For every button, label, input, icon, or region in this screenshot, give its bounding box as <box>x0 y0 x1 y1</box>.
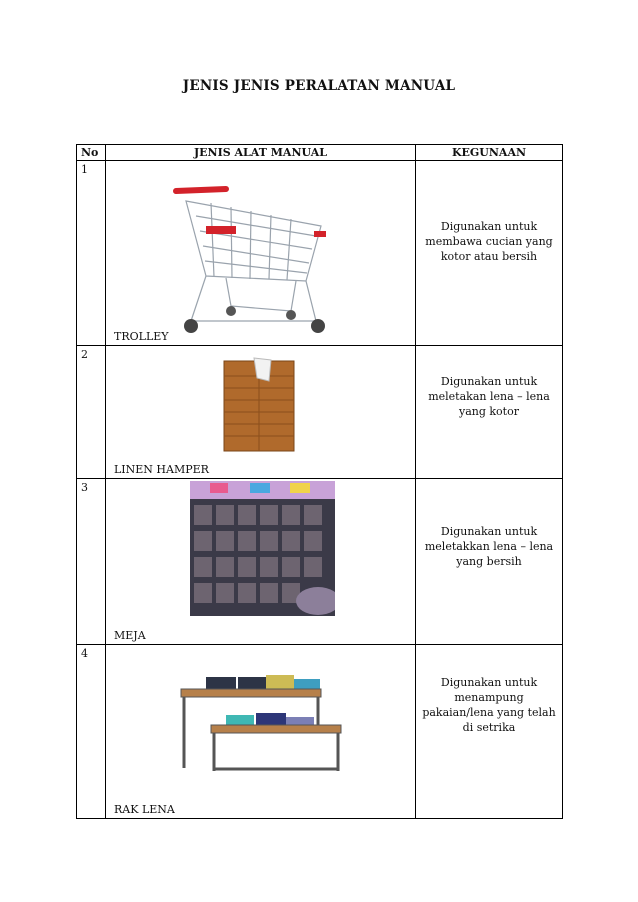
row-number: 2 <box>77 346 106 479</box>
usage-text: Digunakan untuk meletakan lena – lena yang kotor <box>428 375 550 418</box>
page-title: JENIS JENIS PERALATAN MANUAL <box>182 78 456 94</box>
usage-text: Digunakan untuk menampung pakaian/lena yang telah di setrika <box>422 676 556 734</box>
equipment-cell <box>106 161 416 346</box>
header-kegunaan: KEGUNAAN <box>416 145 563 161</box>
row-number: 4 <box>77 645 106 819</box>
equipment-cell <box>106 645 416 819</box>
table-row <box>77 645 563 819</box>
linen-shelf-rack-picture <box>190 481 335 619</box>
header-jenis: JENIS ALAT MANUAL <box>106 145 416 161</box>
usage-cell <box>416 479 563 645</box>
equipment-name: RAK LENA <box>114 803 175 816</box>
equipment-cell <box>106 479 416 645</box>
table-row <box>77 479 563 645</box>
usage-cell <box>416 645 563 819</box>
equipment-table <box>76 144 563 819</box>
table-header-row <box>77 145 563 161</box>
usage-text: Digunakan untuk membawa cucian yang kotor atau bersih <box>425 220 553 263</box>
table-row <box>77 346 563 479</box>
usage-cell <box>416 346 563 479</box>
equipment-cell <box>106 346 416 479</box>
shopping-trolley-picture <box>166 171 341 339</box>
usage-cell <box>416 161 563 346</box>
equipment-name: MEJA <box>114 629 146 642</box>
usage-text: Digunakan untuk meletakkan lena – lena yang bersih <box>424 525 554 568</box>
header-no: No <box>77 145 106 161</box>
equipment-name: TROLLEY <box>114 330 169 343</box>
equipment-name: LINEN HAMPER <box>114 463 209 476</box>
row-number: 1 <box>77 161 106 346</box>
wooden-linen-hamper-picture <box>219 356 299 459</box>
row-number: 3 <box>77 479 106 645</box>
table-row <box>77 161 563 346</box>
nesting-table-picture <box>176 673 346 776</box>
